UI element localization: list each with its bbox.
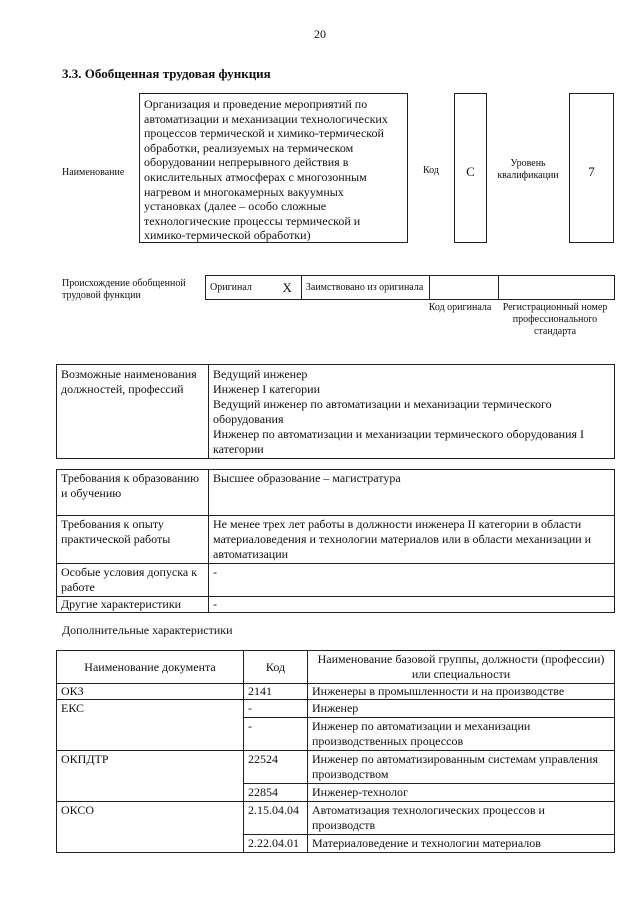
doc-cell [57, 802, 244, 853]
additional-title: Дополнительные характеристики [62, 623, 233, 637]
requirement-label-cell [57, 564, 209, 597]
function-name-box [139, 93, 408, 243]
requirement-label-cell [57, 516, 209, 564]
requirement-value-cell [209, 470, 615, 516]
name-cell [308, 784, 615, 802]
code-value: 2141 [248, 684, 272, 698]
header-code-cell [244, 651, 308, 684]
doc-cell [57, 700, 244, 751]
experience-value: Не менее трех лет работы в должности инженера II категории в области материаловедения и технологии материалов или в области механизации и автоматизации [213, 517, 592, 561]
other-label: Другие характеристики [61, 597, 182, 611]
name-label: Наименование [62, 167, 125, 178]
code-cell [244, 802, 308, 835]
name-cell [308, 835, 615, 853]
code-value: C [466, 164, 475, 179]
header-name: Наименование базовой группы, должности (профессии) или специальности [317, 652, 605, 681]
requirement-value-cell [209, 516, 615, 564]
page-number: 20 [314, 27, 326, 41]
origin-label: Происхождение обобщенной трудовой функции [62, 278, 186, 301]
doc-value: ЕКС [61, 701, 85, 715]
borrowed-label: Заимствовано из оригинала [305, 282, 424, 293]
original-mark: X [282, 280, 292, 295]
header-doc: Наименование документа [84, 659, 216, 674]
position-item: Ведущий инженер [213, 367, 308, 381]
code-value: 2.22.04.01 [248, 836, 299, 850]
origin-table [205, 275, 615, 300]
original-cell [206, 276, 274, 300]
code-value: 22524 [248, 752, 278, 766]
doc-cell [57, 751, 244, 802]
level-label: Уровень квалификации [497, 158, 559, 181]
name-value: Инженер по автоматизации и механизации производственных процессов [312, 719, 531, 748]
original-label: Оригинал [210, 282, 252, 293]
experience-label: Требования к опыту практической работы [61, 517, 171, 546]
other-value: - [213, 597, 217, 611]
requirement-value-cell [209, 564, 615, 597]
requirement-label-cell [57, 597, 209, 613]
doc-value: ОКПДТР [61, 752, 109, 766]
requirement-label-cell [57, 470, 209, 516]
positions-label-cell [57, 365, 209, 459]
requirements-table [56, 469, 615, 613]
admission-value: - [213, 565, 217, 579]
position-item: Инженер I категории [213, 382, 320, 396]
code-cell [244, 684, 308, 700]
header-code: Код [265, 659, 286, 674]
code-cell [244, 835, 308, 853]
name-value: Инженер [312, 701, 359, 715]
positions-table [56, 364, 615, 459]
code-value: 22854 [248, 785, 278, 799]
requirement-value-cell [209, 597, 615, 613]
education-value: Высшее образование – магистратура [213, 471, 401, 485]
name-cell [308, 751, 615, 784]
position-item: Инженер по автоматизации и механизации термического оборудования I категории [213, 427, 585, 456]
doc-value: ОКСО [61, 803, 95, 817]
name-value: Инженер по автоматизированным системам управления производством [312, 752, 598, 781]
reg-number-caption: Регистрационный номер профессионального стандарта [502, 302, 608, 337]
header-doc-cell [57, 651, 244, 684]
name-cell [308, 684, 615, 700]
code-value: 2.15.04.04 [248, 803, 299, 817]
name-value: Инженер-технолог [312, 785, 408, 799]
code-value: - [248, 701, 252, 715]
code-cell [244, 700, 308, 718]
doc-value: ОКЗ [61, 684, 84, 698]
name-value: Автоматизация технологических процессов и производств [312, 803, 545, 832]
code-cell [244, 751, 308, 784]
code-cell [244, 718, 308, 751]
name-cell [308, 700, 615, 718]
code-original-caption: Код оригинала [428, 302, 492, 313]
code-cell [244, 784, 308, 802]
borrowed-cell [301, 276, 429, 300]
education-label: Требования к образованию и обучению [61, 471, 200, 500]
level-value: 7 [588, 164, 595, 179]
section-title: 3.3. Обобщенная трудовая функция [62, 66, 271, 81]
name-value: Материаловедение и технологии материалов [312, 836, 541, 850]
name-value: Инженеры в промышленности и на производстве [312, 684, 565, 698]
positions-label: Возможные наименования должностей, профессий [61, 367, 197, 396]
code-original-cell [429, 276, 499, 300]
level-value-box [569, 93, 614, 243]
code-label: Код [423, 165, 439, 176]
admission-label: Особые условия допуска к работе [61, 565, 198, 594]
code-value-box [454, 93, 487, 243]
name-cell [308, 802, 615, 835]
reg-number-cell [499, 276, 615, 300]
position-item: Ведущий инженер по автоматизации и механизации термического оборудования [213, 397, 552, 426]
header-name-cell [308, 651, 615, 684]
function-name-text: Организация и проведение мероприятий по автоматизации и механизации технологических процессов термической и химико-термической обработки, реализуемых на термическом оборудовании непрерывного действия в окислительных атмосферах с многозонным нагревом и многокамерных вакуумных установках (далее – особо сложные технологические процессы термической и химико-термической обработки) [144, 97, 388, 243]
original-mark-cell [273, 276, 301, 300]
doc-cell [57, 684, 244, 700]
code-value: - [248, 719, 252, 733]
positions-values-cell [209, 365, 615, 459]
additional-table [56, 650, 615, 853]
name-cell [308, 718, 615, 751]
